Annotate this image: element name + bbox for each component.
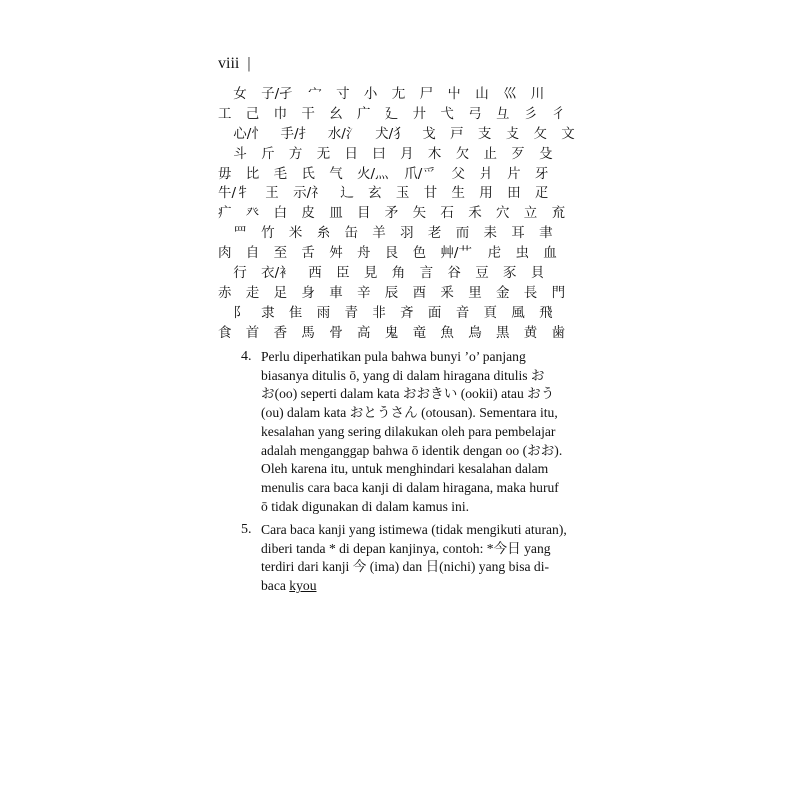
radical-cell: 艮 xyxy=(384,245,399,262)
page-header xyxy=(218,55,251,73)
text-line: menulis cara baca kanji di dalam hiragana, maka huruf xyxy=(261,479,559,495)
radical-cell: 㐬 xyxy=(551,205,566,222)
radical-row xyxy=(218,165,578,184)
radical-cell: 矛 xyxy=(384,205,399,222)
radical-cell: 女 xyxy=(233,86,247,102)
radical-row xyxy=(218,85,578,104)
radical-cell: 寸 xyxy=(336,86,350,102)
radical-cell: 用 xyxy=(479,185,493,202)
text-line-last xyxy=(261,577,581,596)
radical-row xyxy=(218,264,578,283)
text-line: Oleh karena itu, untuk menghindari kesalahan dalam xyxy=(261,461,549,477)
radical-cell: 阝 xyxy=(233,304,247,321)
radical-cell: 金 xyxy=(496,284,510,301)
radical-cell: 辰 xyxy=(384,284,399,301)
radical-cell: 子/孑 xyxy=(261,86,293,102)
radical-cell: 風 xyxy=(511,304,525,321)
radical-cell: 走 xyxy=(245,284,260,301)
radical-cell: 禾 xyxy=(468,205,482,222)
radical-cell: 馬 xyxy=(301,324,315,341)
radical-cell: 牛/牜 xyxy=(218,185,250,202)
radical-cell: 攴 xyxy=(505,125,520,142)
radical-cell: 小 xyxy=(363,86,378,102)
radical-cell: 水/氵 xyxy=(327,125,360,142)
radical-cell: 戸 xyxy=(450,125,464,142)
radical-cell: 足 xyxy=(273,284,288,301)
radical-cell: 曰 xyxy=(372,145,386,162)
radical-cell: 皿 xyxy=(329,205,343,222)
radical-cell: 長 xyxy=(523,284,538,301)
radical-cell: 犬/犭 xyxy=(375,125,407,142)
radical-cell: 火/灬 xyxy=(357,165,389,182)
radical-cell: 穴 xyxy=(496,205,510,222)
radical-cell: 臣 xyxy=(336,265,350,282)
radical-cell: 父 xyxy=(451,165,465,182)
radical-cell: 弓 xyxy=(468,105,482,122)
radical-cell: 牙 xyxy=(534,165,549,182)
radical-cell: 止 xyxy=(483,145,497,162)
text-prefix: baca xyxy=(261,578,290,594)
radical-row xyxy=(218,244,578,263)
radical-cell: 手/扌 xyxy=(280,125,313,142)
text-line: Cara baca kanji yang istimewa (tidak mengikuti aturan), xyxy=(261,522,567,537)
item-text xyxy=(261,348,581,516)
header-separator: | xyxy=(247,55,251,72)
radical-cell: 貝 xyxy=(530,265,545,282)
radical-cell: 骨 xyxy=(329,324,343,341)
radical-cell: 片 xyxy=(507,165,521,182)
radical-cell: 雨 xyxy=(316,304,331,321)
radical-cell: 舟 xyxy=(357,245,371,262)
radical-cell: 竜 xyxy=(412,324,427,341)
item-number: 4. xyxy=(241,349,252,364)
radical-cell: 己 xyxy=(245,105,260,122)
radical-cell: 廾 xyxy=(412,105,427,122)
radical-cell: 血 xyxy=(543,245,557,262)
radical-cell: 舛 xyxy=(329,245,343,262)
radical-cell: 氏 xyxy=(301,165,315,182)
radical-cell: 廴 xyxy=(384,105,399,122)
radical-cell: 玄 xyxy=(368,185,382,202)
radical-cell: 飛 xyxy=(539,304,553,321)
radical-cell: 角 xyxy=(391,265,406,282)
radical-cell: 甘 xyxy=(423,185,438,202)
radical-cell: 幺 xyxy=(329,105,343,122)
page-number: viii xyxy=(218,55,240,72)
radical-cell: 首 xyxy=(245,324,260,341)
radical-cell: 立 xyxy=(523,205,538,222)
radical-cell: 糸 xyxy=(316,225,331,242)
radical-cell: 王 xyxy=(265,185,279,202)
radical-cell: 广 xyxy=(357,105,371,122)
radical-cell: 干 xyxy=(301,105,315,122)
radical-cell: 川 xyxy=(530,86,545,102)
radical-cell: 欠 xyxy=(455,145,470,162)
radical-cell: 米 xyxy=(288,225,303,242)
radical-cell: 香 xyxy=(273,324,288,341)
radical-cell: 聿 xyxy=(539,225,553,242)
radical-cell: 癶 xyxy=(245,205,260,222)
text-line: Perlu diperhatikan pula bahwa bunyi ’o’ panjang xyxy=(261,349,526,364)
radical-cell: 爪/爫 xyxy=(404,165,436,182)
radical-cell: 身 xyxy=(301,284,315,301)
radical-cell: 殳 xyxy=(539,145,553,162)
radical-cell: 赤 xyxy=(218,284,232,301)
radical-cell: 心/忄 xyxy=(233,125,265,142)
radical-cell: 艸/艹 xyxy=(440,245,472,262)
radical-cell: 彳 xyxy=(551,105,566,122)
radical-cell: 目 xyxy=(357,205,371,222)
radical-row xyxy=(218,125,578,144)
radical-cell: 白 xyxy=(273,205,288,222)
text-line: ō tidak digunakan di dalam kamus ini. xyxy=(261,498,470,514)
radical-cell: 方 xyxy=(288,145,303,162)
radical-cell: 舌 xyxy=(301,245,315,262)
radical-cell: 屮 xyxy=(447,86,461,102)
radical-cell: 肉 xyxy=(218,245,232,262)
radical-cell: 鬼 xyxy=(384,324,399,341)
underlined-reading: kyou xyxy=(289,578,317,594)
radical-cell: 豕 xyxy=(503,265,517,282)
radical-cell: 彑 xyxy=(496,105,510,122)
radical-cell: 工 xyxy=(218,105,232,122)
radical-row xyxy=(218,184,578,203)
radical-row xyxy=(218,304,578,323)
text-line: (ou) dalam kata おとうさん (otousan). Sementara itu, xyxy=(261,405,558,421)
radical-cell: 斉 xyxy=(400,304,414,321)
text-line: お(oo) seperti dalam kata おおきい (ookii) atau おう xyxy=(261,386,555,402)
radical-cell: 老 xyxy=(427,225,442,242)
item-text xyxy=(261,521,581,596)
radical-row xyxy=(218,284,578,303)
text-line: terdiri dari kanji 今 (ima) dan 日(nichi) yang bisa di- xyxy=(261,559,550,575)
radical-cell: 耳 xyxy=(511,225,525,242)
radical-cell: 竹 xyxy=(261,225,275,242)
radical-row xyxy=(218,204,578,223)
radical-cell: 衣/衤 xyxy=(261,265,293,282)
radical-cell: 辶 xyxy=(340,185,354,202)
radical-cell: 至 xyxy=(273,245,288,262)
radical-cell: 无 xyxy=(316,145,331,162)
radical-cell: 爿 xyxy=(479,165,493,182)
radical-cell: 田 xyxy=(507,185,521,202)
radical-cell: 比 xyxy=(245,165,260,182)
radical-cell: 木 xyxy=(427,145,442,162)
radical-cell: 青 xyxy=(344,304,358,321)
radical-cell: 高 xyxy=(357,324,371,341)
radical-cell: 面 xyxy=(427,304,442,321)
radical-cell: 山 xyxy=(475,86,489,102)
radical-cell: 石 xyxy=(440,205,454,222)
radical-cell: 辛 xyxy=(357,284,371,301)
radical-cell: 自 xyxy=(245,245,260,262)
radical-cell: 巛 xyxy=(503,86,517,102)
radical-cell: 尢 xyxy=(391,86,406,102)
radical-cell: 毋 xyxy=(218,165,232,182)
radical-row xyxy=(218,105,578,124)
radical-cell: 日 xyxy=(344,145,358,162)
radical-cell: 弋 xyxy=(440,105,454,122)
item-number: 5. xyxy=(241,522,252,537)
radical-cell: 酉 xyxy=(412,284,427,301)
radical-cell: 玉 xyxy=(395,185,410,202)
radical-row xyxy=(218,145,578,164)
text-line: biasanya ditulis ō, yang di dalam hiragana ditulis お xyxy=(261,367,545,383)
radical-cell: 黒 xyxy=(496,324,510,341)
radical-cell: 而 xyxy=(455,225,470,242)
radical-cell: 虍 xyxy=(487,245,502,262)
radical-cell: 毛 xyxy=(273,165,288,182)
radical-cell: 色 xyxy=(412,245,427,262)
radical-cell: 頁 xyxy=(483,304,497,321)
radical-row xyxy=(218,224,578,243)
radical-cell: 釆 xyxy=(440,284,454,301)
radical-cell: 文 xyxy=(561,125,575,142)
radical-cell: 示/礻 xyxy=(293,185,325,202)
radical-cell: 月 xyxy=(400,145,414,162)
radical-cell: 谷 xyxy=(447,265,461,282)
text-line: diberi tanda * di depan kanjinya, contoh: *今日 yang xyxy=(261,540,551,556)
radical-cell: 斤 xyxy=(261,145,275,162)
radical-cell: 歹 xyxy=(511,145,525,162)
radical-cell: 羽 xyxy=(400,225,414,242)
radical-cell: 歯 xyxy=(551,324,566,341)
radical-cell: 豆 xyxy=(475,265,489,282)
radical-cell: 隹 xyxy=(288,304,303,321)
radical-cell: 缶 xyxy=(344,225,358,242)
radical-cell: 支 xyxy=(477,125,492,142)
radical-cell: 西 xyxy=(308,265,322,282)
radical-cell: 里 xyxy=(468,284,482,301)
radical-cell: 生 xyxy=(451,185,465,202)
radical-cell: 攵 xyxy=(533,125,547,142)
text-line: kesalahan yang sering dilakukan oleh para pembelajar xyxy=(261,423,556,439)
radical-cell: 斗 xyxy=(233,145,247,162)
radical-cell: 食 xyxy=(218,324,232,341)
radical-cell: 羊 xyxy=(372,225,386,242)
radical-cell: 耒 xyxy=(483,225,497,242)
radical-cell: 言 xyxy=(419,265,434,282)
radical-table xyxy=(218,85,578,344)
radical-cell: 疋 xyxy=(534,185,549,202)
radical-cell: 黄 xyxy=(523,324,538,341)
radical-cell: 气 xyxy=(329,165,343,182)
radical-cell: 彡 xyxy=(523,105,538,122)
radical-cell: 皮 xyxy=(301,205,315,222)
radical-cell: 虫 xyxy=(515,245,529,262)
radical-cell: 門 xyxy=(551,284,566,301)
radical-cell: 見 xyxy=(363,265,378,282)
radical-cell: 鳥 xyxy=(468,324,482,341)
radical-cell: 音 xyxy=(455,304,470,321)
radical-row xyxy=(218,324,578,343)
radical-cell: 巾 xyxy=(273,105,288,122)
radical-cell: 非 xyxy=(372,304,386,321)
radical-cell: 行 xyxy=(233,265,247,282)
radical-cell: 隶 xyxy=(261,304,275,321)
radical-cell: 矢 xyxy=(412,205,427,222)
radical-cell: 宀 xyxy=(308,86,322,102)
radical-cell: 疒 xyxy=(218,205,232,222)
text-line: adalah menganggap bahwa ō identik dengan oo (おお). xyxy=(261,442,563,458)
radical-cell: 罒 xyxy=(233,225,247,242)
radical-cell: 尸 xyxy=(419,86,434,102)
radical-cell: 魚 xyxy=(440,324,454,341)
radical-cell: 戈 xyxy=(422,125,436,142)
radical-cell: 車 xyxy=(329,284,343,301)
